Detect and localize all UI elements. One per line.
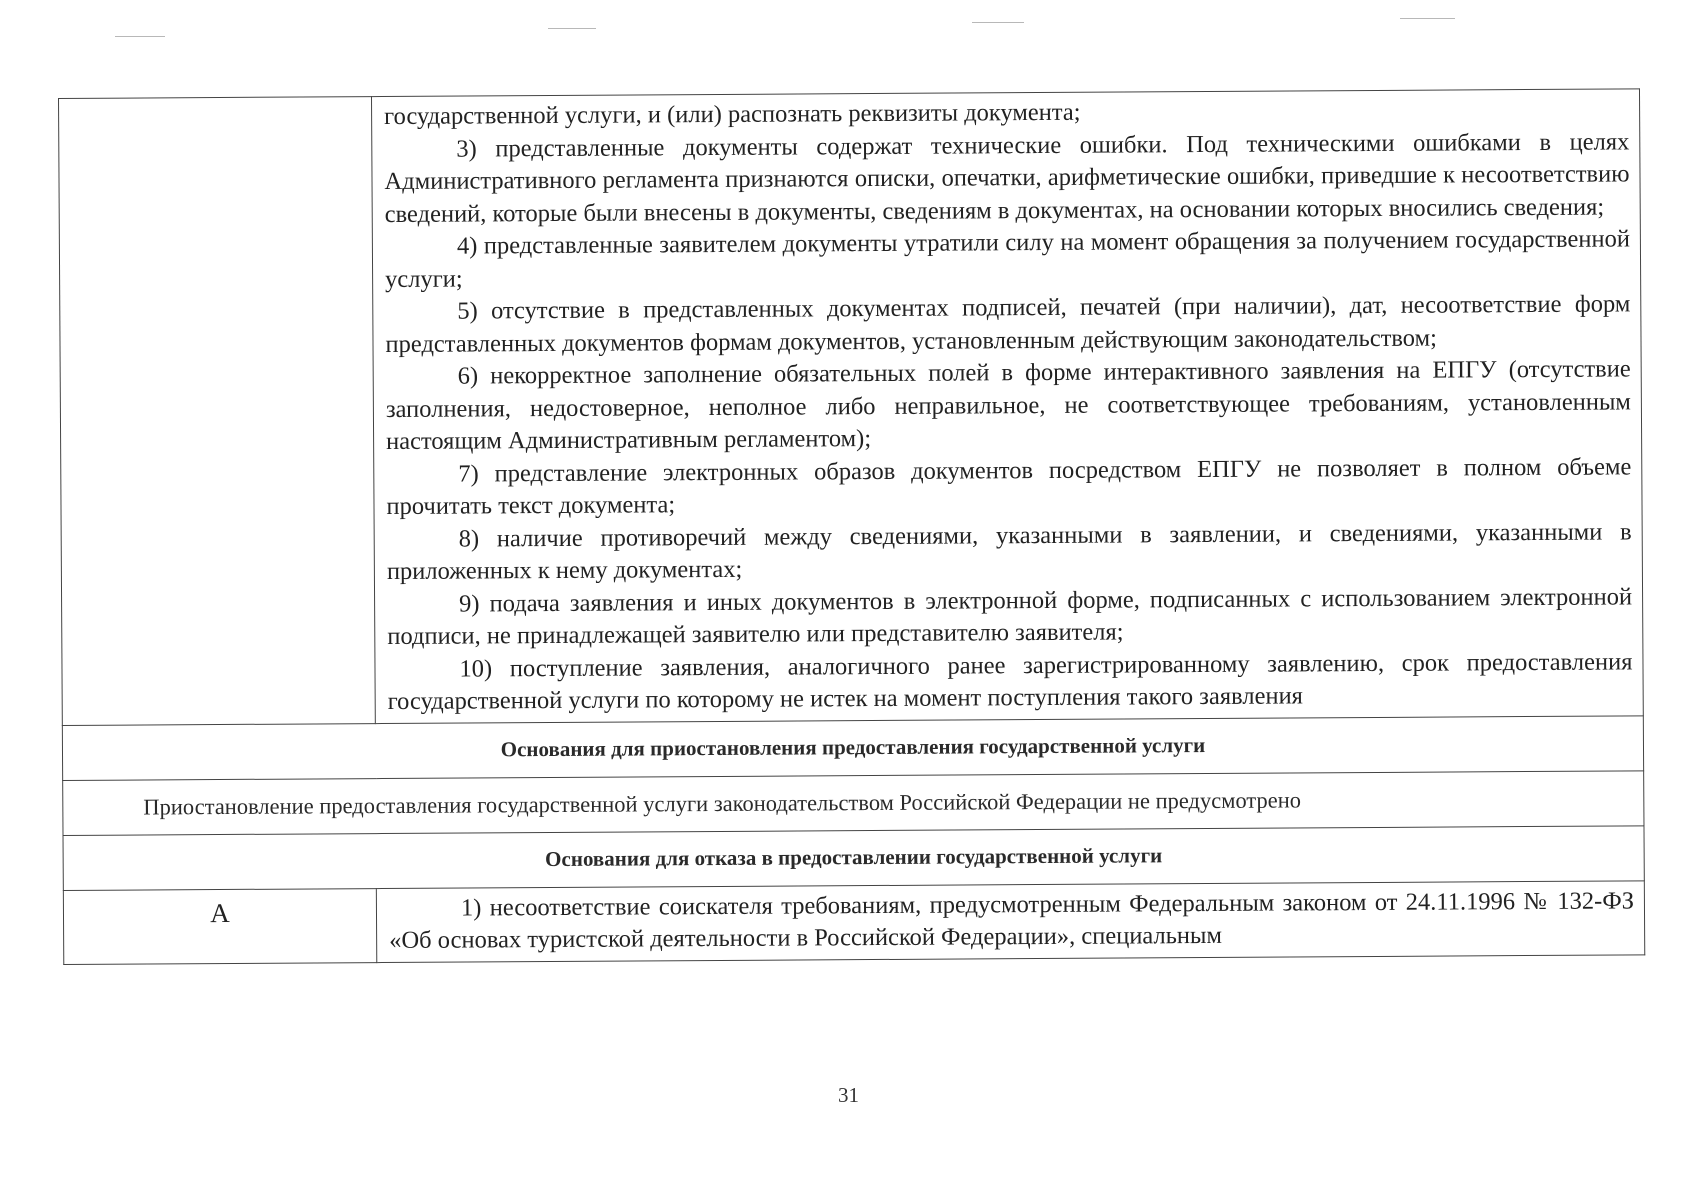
empty-cell	[59, 97, 376, 725]
table-row	[63, 880, 1644, 964]
list-item: 1) несоответствие соискателя требованиям, предусмотренным Федеральным законом от 24.11.1996 № 132-ФЗ «Об основах туристской деятельности в Российской Федерации», специальным	[389, 886, 1635, 954]
list-item: 4) представленные заявителем документы утратили силу на момент обращения за получением государственной услуги;	[385, 225, 1630, 293]
refusal-heading: Основания для отказа в предоставлении государственной услуги	[63, 825, 1644, 890]
scan-artifact	[1400, 18, 1455, 19]
scan-artifact	[972, 22, 1024, 23]
page-number: 31	[838, 1083, 859, 1107]
table-row	[62, 715, 1643, 780]
scan-artifact	[548, 28, 596, 29]
scan-artifact	[115, 36, 165, 37]
table-row	[63, 825, 1644, 890]
table-row	[59, 89, 1644, 725]
list-item: 10) поступление заявления, аналогичного ранее зарегистрированному заявлению, срок предоставления государственной услуги по которому не истек на момент поступления такого заявления	[387, 647, 1633, 715]
refusal-cell	[376, 880, 1644, 962]
list-item: 5) отсутствие в представленных документах подписей, печатей (при наличии), дат, несоответствие форм представленных документов формам документов, установленным действующим законодательством;	[385, 290, 1631, 358]
suspension-text: Приостановление предоставления государственной услуги законодательством Российской Федерации не предусмотрено	[63, 770, 1644, 835]
list-item: 9) подача заявления и иных документов в электронной форме, подписанных с использованием электронной подписи, не принадлежащей заявителю или представителю заявителя;	[387, 582, 1633, 650]
list-item: 7) представление электронных образов документов посредством ЕПГУ не позволяет в полном объеме прочитать текст документа;	[386, 452, 1632, 521]
list-item: государственной услуги, и (или) распознать реквизиты документа;	[384, 98, 1081, 131]
list-item: 8) наличие противоречий между сведениями, указанными в заявлении, и сведениями, указанными в приложенных к нему документах;	[386, 517, 1632, 585]
document-table	[58, 88, 1645, 964]
list-item: 6) некорректное заполнение обязательных полей в форме интерактивного заявления на ЕПГУ (отсутствие заполнения, недостоверное, неполное либо неправильное, не соответствующее требованиям, установленным настоящим Административным регламентом);	[385, 355, 1631, 456]
list-item: 3) представленные документы содержат технические ошибки. Под техническими ошибками в целях Административного регламента признаются описки, опечатки, арифметические ошибки, приведшие к несоответствию сведений, которые были внесены в документы, сведениям в документах, на основании которых вносились сведения;	[384, 127, 1630, 228]
refusal-letter: А	[63, 888, 376, 964]
table-row	[63, 770, 1644, 835]
suspension-heading: Основания для приостановления предоставления государственной услуги	[62, 715, 1643, 780]
conditions-cell	[371, 89, 1643, 723]
